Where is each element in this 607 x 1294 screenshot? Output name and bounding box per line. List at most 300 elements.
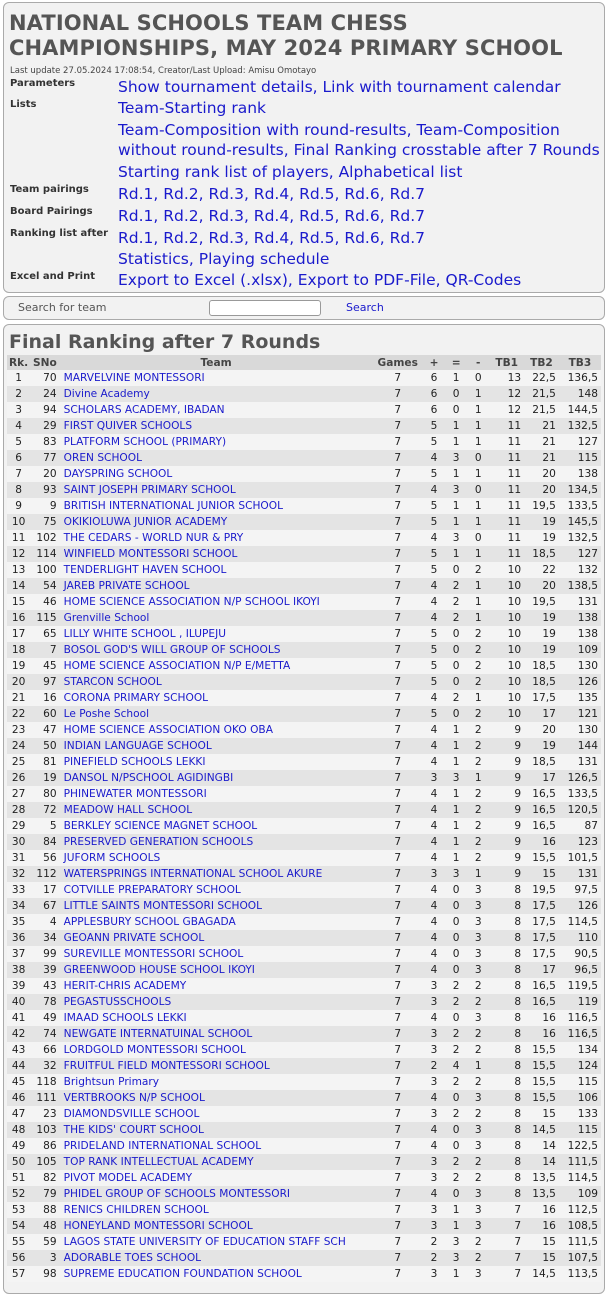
table-cell: 0 [445, 642, 467, 658]
team-pairings-rounds-rd5-link[interactable]: Rd.5 [299, 185, 335, 203]
team-name-link[interactable]: DIAMONDSVILLE SCHOOL [60, 1106, 373, 1122]
team-name-link[interactable]: PRIDELAND INTERNATIONAL SCHOOL [60, 1138, 373, 1154]
table-cell: 1 [7, 370, 30, 386]
table-cell: 3 [423, 1026, 445, 1042]
table-cell: 2 [467, 1170, 489, 1186]
table-cell: 25 [7, 754, 30, 770]
table-row [7, 802, 601, 818]
table-cell: 2 [467, 722, 489, 738]
table-cell: 33 [7, 882, 30, 898]
excel-print-label: Excel and Print [10, 271, 95, 282]
team-pairings-rounds-rd7-link[interactable]: Rd.7 [389, 185, 425, 203]
table-row [7, 994, 601, 1010]
table-cell: 8 [489, 1058, 524, 1074]
table-cell: 0 [445, 1010, 467, 1026]
table-cell: 2 [423, 1234, 445, 1250]
table-row [7, 834, 601, 850]
table-cell: 84 [30, 834, 59, 850]
ranking-after-rounds-rd7-link[interactable]: Rd.7 [389, 229, 425, 247]
table-cell: 7 [372, 418, 423, 434]
table-cell: 7 [372, 1266, 423, 1282]
team-name-link[interactable]: PINEFIELD SCHOOLS LEKKI [60, 754, 373, 770]
table-cell: 7 [372, 866, 423, 882]
team-name-link[interactable]: ADORABLE TOES SCHOOL [60, 1250, 373, 1266]
team-name-link[interactable]: MARVELVINE MONTESSORI [60, 370, 373, 386]
table-cell: 16,5 [524, 978, 559, 994]
board-pairings-rounds-rd4-link[interactable]: Rd.4 [253, 207, 290, 225]
ranking-after-rounds-rd3-link[interactable]: Rd.3 [208, 229, 244, 247]
table-cell: 10 [489, 626, 524, 642]
team-name-link[interactable]: Le Poshe School [60, 706, 373, 722]
table-row [7, 898, 601, 914]
table-cell: 7 [372, 514, 423, 530]
team-pairings-rounds-rd4-link[interactable]: Rd.4 [253, 185, 290, 203]
table-cell: 2 [467, 1026, 489, 1042]
team-name-link[interactable]: SCHOLARS ACADEMY, IBADAN [60, 402, 373, 418]
team-name-link[interactable]: HONEYLAND MONTESSORI SCHOOL [60, 1218, 373, 1234]
board-pairings-rounds-rd7-link[interactable]: Rd.7 [389, 207, 425, 225]
table-cell: 7 [30, 642, 59, 658]
board-pairings-rounds-rd5-link[interactable]: Rd.5 [299, 207, 335, 225]
table-cell: 37 [7, 946, 30, 962]
table-cell: 21 [524, 434, 559, 450]
table-cell: 7 [372, 1170, 423, 1186]
table-cell: 7 [372, 1138, 423, 1154]
table-cell: 4 [423, 530, 445, 546]
table-cell: 1 [467, 514, 489, 530]
table-row [7, 1122, 601, 1138]
export-pdf-link[interactable]: Export to PDF-File [297, 271, 436, 289]
table-cell: 4 [423, 946, 445, 962]
comp-without-results-link-2[interactable]: without round-results [118, 141, 284, 159]
table-cell: 3 [467, 1138, 489, 1154]
table-cell: 4 [423, 802, 445, 818]
table-cell: 7 [372, 1154, 423, 1170]
search-button[interactable]: Search [346, 301, 384, 314]
table-cell: 5 [423, 626, 445, 642]
team-name-link[interactable]: LORDGOLD MONTESSORI SCHOOL [60, 1042, 373, 1058]
table-cell: 55 [7, 1234, 30, 1250]
table-cell: 9 [7, 498, 30, 514]
team-name-link[interactable]: HERIT-CHRIS ACADEMY [60, 978, 373, 994]
table-cell: 109 [559, 1186, 601, 1202]
table-cell: 88 [30, 1202, 59, 1218]
table-cell: 83 [30, 434, 59, 450]
table-cell: 8 [489, 1026, 524, 1042]
table-cell: 5 [30, 818, 59, 834]
table-cell: 3 [423, 866, 445, 882]
table-cell: 0 [445, 882, 467, 898]
team-name-link[interactable]: STARCON SCHOOL [60, 674, 373, 690]
ranking-title: Final Ranking after 7 Rounds [9, 331, 321, 353]
table-row [7, 738, 601, 754]
team-name-link[interactable]: THE CEDARS - WORLD NUR & PRY [60, 530, 373, 546]
table-cell: 111,5 [559, 1154, 601, 1170]
table-cell: 2 [445, 594, 467, 610]
table-cell: 15,5 [524, 1042, 559, 1058]
table-cell: 45 [30, 658, 59, 674]
table-cell: 29 [30, 418, 59, 434]
table-cell: 131 [559, 866, 601, 882]
table-cell: 1 [467, 418, 489, 434]
table-row [7, 674, 601, 690]
table-cell: 5 [423, 498, 445, 514]
table-cell: 2 [445, 1026, 467, 1042]
table-cell: 2 [467, 1074, 489, 1090]
team-name-link[interactable]: APPLESBURY SCHOOL GBAGADA [60, 914, 373, 930]
table-cell: 133 [559, 1106, 601, 1122]
table-cell: 3 [423, 994, 445, 1010]
table-cell: 8 [489, 914, 524, 930]
table-cell: 34 [30, 930, 59, 946]
table-cell: 11 [489, 434, 524, 450]
table-cell: 20 [7, 674, 30, 690]
team-name-link[interactable]: GEOANN PRIVATE SCHOOL [60, 930, 373, 946]
column-header: TB3 [559, 355, 601, 370]
team-name-link[interactable]: PEGASTUSSCHOOLS [60, 994, 373, 1010]
table-cell: 4 [423, 786, 445, 802]
table-cell: 2 [467, 658, 489, 674]
table-cell: 51 [7, 1170, 30, 1186]
team-name-link[interactable]: OREN SCHOOL [60, 450, 373, 466]
comp-with-results-link[interactable]: Team-Composition with round-results [118, 121, 407, 139]
table-cell: 115 [559, 1122, 601, 1138]
ranking-after-rounds-rd6-link[interactable]: Rd.6 [344, 229, 380, 247]
table-cell: 0 [445, 386, 467, 402]
table-cell: 1 [467, 578, 489, 594]
table-cell: 15,5 [524, 1058, 559, 1074]
table-cell: 102 [30, 530, 59, 546]
team-name-link[interactable]: Grenville School [60, 610, 373, 626]
team-name-link[interactable]: RENICS CHILDREN SCHOOL [60, 1202, 373, 1218]
team-name-link[interactable]: IMAAD SCHOOLS LEKKI [60, 1010, 373, 1026]
table-cell: 1 [467, 402, 489, 418]
table-cell: 2 [467, 1250, 489, 1266]
team-name-link[interactable]: NEWGATE INTERNATUINAL SCHOOL [60, 1026, 373, 1042]
table-cell: 15 [524, 1234, 559, 1250]
team-name-link[interactable]: LITTLE SAINTS MONTESSORI SCHOOL [60, 898, 373, 914]
team-name-link[interactable]: WATERSPRINGS INTERNATIONAL SCHOOL AKURE [60, 866, 373, 882]
table-cell: 0 [445, 658, 467, 674]
table-cell: 32 [7, 866, 30, 882]
board-pairings-rounds-rd2-link[interactable]: Rd.2 [163, 207, 199, 225]
table-cell: 22,5 [524, 370, 559, 386]
team-name-link[interactable]: PHIDEL GROUP OF SCHOOLS MONTESSORI [60, 1186, 373, 1202]
table-cell: 39 [7, 978, 30, 994]
team-name-link[interactable]: HOME SCIENCE ASSOCIATION OKO OBA [60, 722, 373, 738]
table-row [7, 514, 601, 530]
team-name-link[interactable]: PLATFORM SCHOOL (PRIMARY) [60, 434, 373, 450]
table-cell: 1 [467, 466, 489, 482]
table-cell: 131 [559, 594, 601, 610]
team-pairings-rounds-rd3-link[interactable]: Rd.3 [208, 185, 244, 203]
table-cell: 115 [559, 1074, 601, 1090]
table-cell: 8 [489, 1074, 524, 1090]
table-cell: 4 [423, 754, 445, 770]
team-name-link[interactable]: HOME SCIENCE ASSOCIATION N/P SCHOOL IKOYI [60, 594, 373, 610]
team-name-link[interactable]: FRUITFUL FIELD MONTESSORI SCHOOL [60, 1058, 373, 1074]
table-cell: 124 [559, 1058, 601, 1074]
table-cell: 101,5 [559, 850, 601, 866]
team-name-link[interactable]: SUREVILLE MONTESSORI SCHOOL [60, 946, 373, 962]
team-name-link[interactable]: THE KIDS' COURT SCHOOL [60, 1122, 373, 1138]
table-cell: 6 [423, 370, 445, 386]
table-cell: 5 [423, 562, 445, 578]
table-cell: 3 [467, 1266, 489, 1282]
table-cell: 7 [372, 1218, 423, 1234]
search-bar [3, 296, 605, 320]
table-cell: 5 [423, 546, 445, 562]
team-name-link[interactable]: DANSOL N/PSCHOOL AGIDINGBI [60, 770, 373, 786]
table-cell: 19,5 [524, 498, 559, 514]
table-cell: 126 [559, 898, 601, 914]
search-input[interactable] [209, 300, 321, 316]
ranking-after-rounds-rd5-link[interactable]: Rd.5 [299, 229, 335, 247]
table-cell: 18,5 [524, 674, 559, 690]
table-cell: 7 [372, 1250, 423, 1266]
table-cell: 19 [524, 610, 559, 626]
table-row [7, 1026, 601, 1042]
table-cell: 15,5 [524, 1090, 559, 1106]
team-name-link[interactable]: HOME SCIENCE ASSOCIATION N/P E/METTA [60, 658, 373, 674]
team-name-link[interactable]: LAGOS STATE UNIVERSITY OF EDUCATION STAFF SCH [60, 1234, 373, 1250]
table-cell: 2 [445, 994, 467, 1010]
table-cell: 3 [467, 1202, 489, 1218]
table-row [7, 722, 601, 738]
team-name-link[interactable]: CORONA PRIMARY SCHOOL [60, 690, 373, 706]
table-cell: 148 [559, 386, 601, 402]
table-row [7, 930, 601, 946]
table-row [7, 498, 601, 514]
table-cell: 19,5 [524, 882, 559, 898]
table-cell: 7 [372, 386, 423, 402]
table-cell: 24 [7, 738, 30, 754]
table-cell: 2 [467, 834, 489, 850]
table-cell: 8 [489, 946, 524, 962]
qr-codes-link[interactable]: QR-Codes [445, 271, 522, 289]
team-name-link[interactable]: Divine Academy [60, 386, 373, 402]
table-cell: 42 [7, 1026, 30, 1042]
starting-rank-players-link[interactable]: Starting rank list of players [118, 163, 329, 181]
table-cell: 7 [372, 930, 423, 946]
column-header: TB1 [489, 355, 524, 370]
table-cell: 119 [559, 994, 601, 1010]
table-cell: 2 [467, 738, 489, 754]
table-cell: 18,5 [524, 658, 559, 674]
team-name-link[interactable]: LILLY WHITE SCHOOL , ILUPEJU [60, 626, 373, 642]
table-cell: 27 [7, 786, 30, 802]
table-cell: 3 [467, 1010, 489, 1026]
table-cell: 17 [524, 706, 559, 722]
table-cell: 7 [372, 850, 423, 866]
table-cell: 111,5 [559, 1234, 601, 1250]
table-cell: 7 [489, 1250, 524, 1266]
column-header: Games [372, 355, 423, 370]
team-name-link[interactable]: BERKLEY SCIENCE MAGNET SCHOOL [60, 818, 373, 834]
table-row [7, 754, 601, 770]
team-name-link[interactable]: JAREB PRIVATE SCHOOL [60, 578, 373, 594]
team-name-link[interactable]: INDIAN LANGUAGE SCHOOL [60, 738, 373, 754]
show-details-link[interactable]: Show tournament details [118, 78, 313, 96]
table-cell: 19 [524, 626, 559, 642]
table-cell: 138,5 [559, 578, 601, 594]
board-pairings-rounds-rd3-link[interactable]: Rd.3 [208, 207, 244, 225]
table-cell: 17,5 [524, 946, 559, 962]
table-cell: 16 [524, 1202, 559, 1218]
table-cell: 107,5 [559, 1250, 601, 1266]
table-row [7, 914, 601, 930]
team-name-link[interactable]: PHINEWATER MONTESSORI [60, 786, 373, 802]
table-cell: 4 [423, 594, 445, 610]
table-cell: 1 [467, 546, 489, 562]
table-row [7, 946, 601, 962]
table-cell: 39 [30, 962, 59, 978]
schedule-link[interactable]: Playing schedule [198, 250, 330, 268]
table-cell: 11 [489, 514, 524, 530]
table-cell: 3 [467, 946, 489, 962]
team-name-link[interactable]: GREENWOOD HOUSE SCHOOL IKOYI [60, 962, 373, 978]
team-name-link[interactable]: BRITISH INTERNATIONAL JUNIOR SCHOOL [60, 498, 373, 514]
table-cell: 36 [7, 930, 30, 946]
table-cell: 96,5 [559, 962, 601, 978]
team-name-link[interactable]: PIVOT MODEL ACADEMY [60, 1170, 373, 1186]
team-name-link[interactable]: JUFORM SCHOOLS [60, 850, 373, 866]
table-cell: 7 [7, 466, 30, 482]
table-cell: 126 [559, 674, 601, 690]
table-cell: 3 [467, 1186, 489, 1202]
table-cell: 3 [423, 978, 445, 994]
table-cell: 9 [489, 738, 524, 754]
table-cell: 21,5 [524, 386, 559, 402]
team-pairings-rounds-rd1-link[interactable]: Rd.1 [118, 185, 154, 203]
calendar-link[interactable]: Link with tournament calendar [322, 78, 561, 96]
team-name-link[interactable]: DAYSPRING SCHOOL [60, 466, 373, 482]
table-cell: 7 [372, 1058, 423, 1074]
team-name-link[interactable]: SUPREME EDUCATION FOUNDATION SCHOOL [60, 1266, 373, 1282]
last-update: Last update 27.05.2024 17:08:54, Creator/Last Upload: Amisu Omotayo [10, 66, 317, 76]
team-name-link[interactable]: Brightsun Primary [60, 1074, 373, 1090]
table-cell: 16 [30, 690, 59, 706]
export-excel-link[interactable]: Export to Excel (.xlsx) [118, 271, 288, 289]
table-cell: 16 [7, 610, 30, 626]
table-cell: 127 [559, 434, 601, 450]
ranking-after-rounds-rd2-link[interactable]: Rd.2 [163, 229, 199, 247]
table-cell: 133,5 [559, 498, 601, 514]
table-cell: 22 [524, 562, 559, 578]
final-crosstable-link[interactable]: Final Ranking crosstable after 7 Rounds [293, 141, 600, 159]
table-cell: 4 [423, 722, 445, 738]
table-cell: 1 [445, 754, 467, 770]
table-cell: 5 [423, 658, 445, 674]
table-cell: 17 [7, 626, 30, 642]
table-cell: 60 [30, 706, 59, 722]
table-cell: 19,5 [524, 594, 559, 610]
team-name-link[interactable]: SAINT JOSEPH PRIMARY SCHOOL [60, 482, 373, 498]
team-name-link[interactable]: VERTBROOKS N/P SCHOOL [60, 1090, 373, 1106]
table-row [7, 770, 601, 786]
team-name-link[interactable]: MEADOW HALL SCHOOL [60, 802, 373, 818]
ranking-panel [3, 324, 605, 1294]
table-cell: 2 [467, 562, 489, 578]
team-name-link[interactable]: PRESERVED GENERATION SCHOOLS [60, 834, 373, 850]
statistics-link[interactable]: Statistics [118, 250, 189, 268]
table-cell: 0 [445, 1138, 467, 1154]
table-cell: 1 [467, 498, 489, 514]
table-cell: 48 [7, 1122, 30, 1138]
table-cell: 6 [423, 402, 445, 418]
table-cell: 46 [7, 1090, 30, 1106]
table-cell: 132 [559, 562, 601, 578]
table-cell: 122,5 [559, 1138, 601, 1154]
table-cell: 0 [445, 1186, 467, 1202]
table-cell: 12 [489, 402, 524, 418]
table-cell: 1 [467, 610, 489, 626]
board-pairings-rounds-rd6-link[interactable]: Rd.6 [344, 207, 380, 225]
team-name-link[interactable]: TENDERLIGHT HAVEN SCHOOL [60, 562, 373, 578]
team-name-link[interactable]: WINFIELD MONTESSORI SCHOOL [60, 546, 373, 562]
team-name-link[interactable]: TOP RANK INTELLECTUAL ACADEMY [60, 1154, 373, 1170]
table-cell: 109 [559, 642, 601, 658]
table-cell: 3 [445, 1234, 467, 1250]
table-row [7, 370, 601, 386]
table-cell: 4 [423, 898, 445, 914]
table-cell: 10 [7, 514, 30, 530]
team-pairings-rounds: Rd.1, Rd.2, Rd.3, Rd.4, Rd.5, Rd.6, Rd.7 [118, 185, 425, 203]
team-pairings-rounds-rd6-link[interactable]: Rd.6 [344, 185, 380, 203]
table-cell: 97 [30, 674, 59, 690]
table-cell: 15,5 [524, 850, 559, 866]
team-starting-rank-link[interactable]: Team-Starting rank [118, 99, 266, 117]
column-header: - [467, 355, 489, 370]
team-name-link[interactable]: BOSOL GOD'S WILL GROUP OF SCHOOLS [60, 642, 373, 658]
table-row [7, 1042, 601, 1058]
table-cell: 4 [423, 1090, 445, 1106]
table-cell: 20 [30, 466, 59, 482]
table-cell: 18,5 [524, 754, 559, 770]
table-cell: 9 [30, 498, 59, 514]
table-cell: 80 [30, 786, 59, 802]
team-name-link[interactable]: COTVILLE PREPARATORY SCHOOL [60, 882, 373, 898]
table-cell: 11 [7, 530, 30, 546]
table-cell: 19 [524, 738, 559, 754]
team-name-link[interactable]: OKIKIOLUWA JUNIOR ACADEMY [60, 514, 373, 530]
comp-without-results-link[interactable]: Team-Composition [416, 121, 560, 139]
table-cell: 8 [489, 1090, 524, 1106]
table-cell: 1 [467, 770, 489, 786]
table-cell: 10 [489, 706, 524, 722]
alphabetical-list-link[interactable]: Alphabetical list [338, 163, 463, 181]
search-label: Search for team [18, 301, 107, 314]
table-cell: 114,5 [559, 914, 601, 930]
table-cell: 17 [524, 962, 559, 978]
table-cell: 2 [445, 1042, 467, 1058]
table-cell: 7 [372, 466, 423, 482]
table-cell: 130 [559, 722, 601, 738]
board-pairings-rounds-rd1-link[interactable]: Rd.1 [118, 207, 154, 225]
table-cell: 23 [7, 722, 30, 738]
table-cell: 9 [489, 850, 524, 866]
table-cell: 4 [423, 882, 445, 898]
table-cell: 87 [559, 818, 601, 834]
ranking-after-rounds-rd1-link[interactable]: Rd.1 [118, 229, 154, 247]
ranking-after-rounds-rd4-link[interactable]: Rd.4 [253, 229, 290, 247]
table-cell: 8 [489, 1042, 524, 1058]
table-cell: 0 [445, 1090, 467, 1106]
team-name-link[interactable]: FIRST QUIVER SCHOOLS [60, 418, 373, 434]
team-pairings-rounds-rd2-link[interactable]: Rd.2 [163, 185, 199, 203]
table-cell: 1 [445, 818, 467, 834]
table-cell: 29 [7, 818, 30, 834]
